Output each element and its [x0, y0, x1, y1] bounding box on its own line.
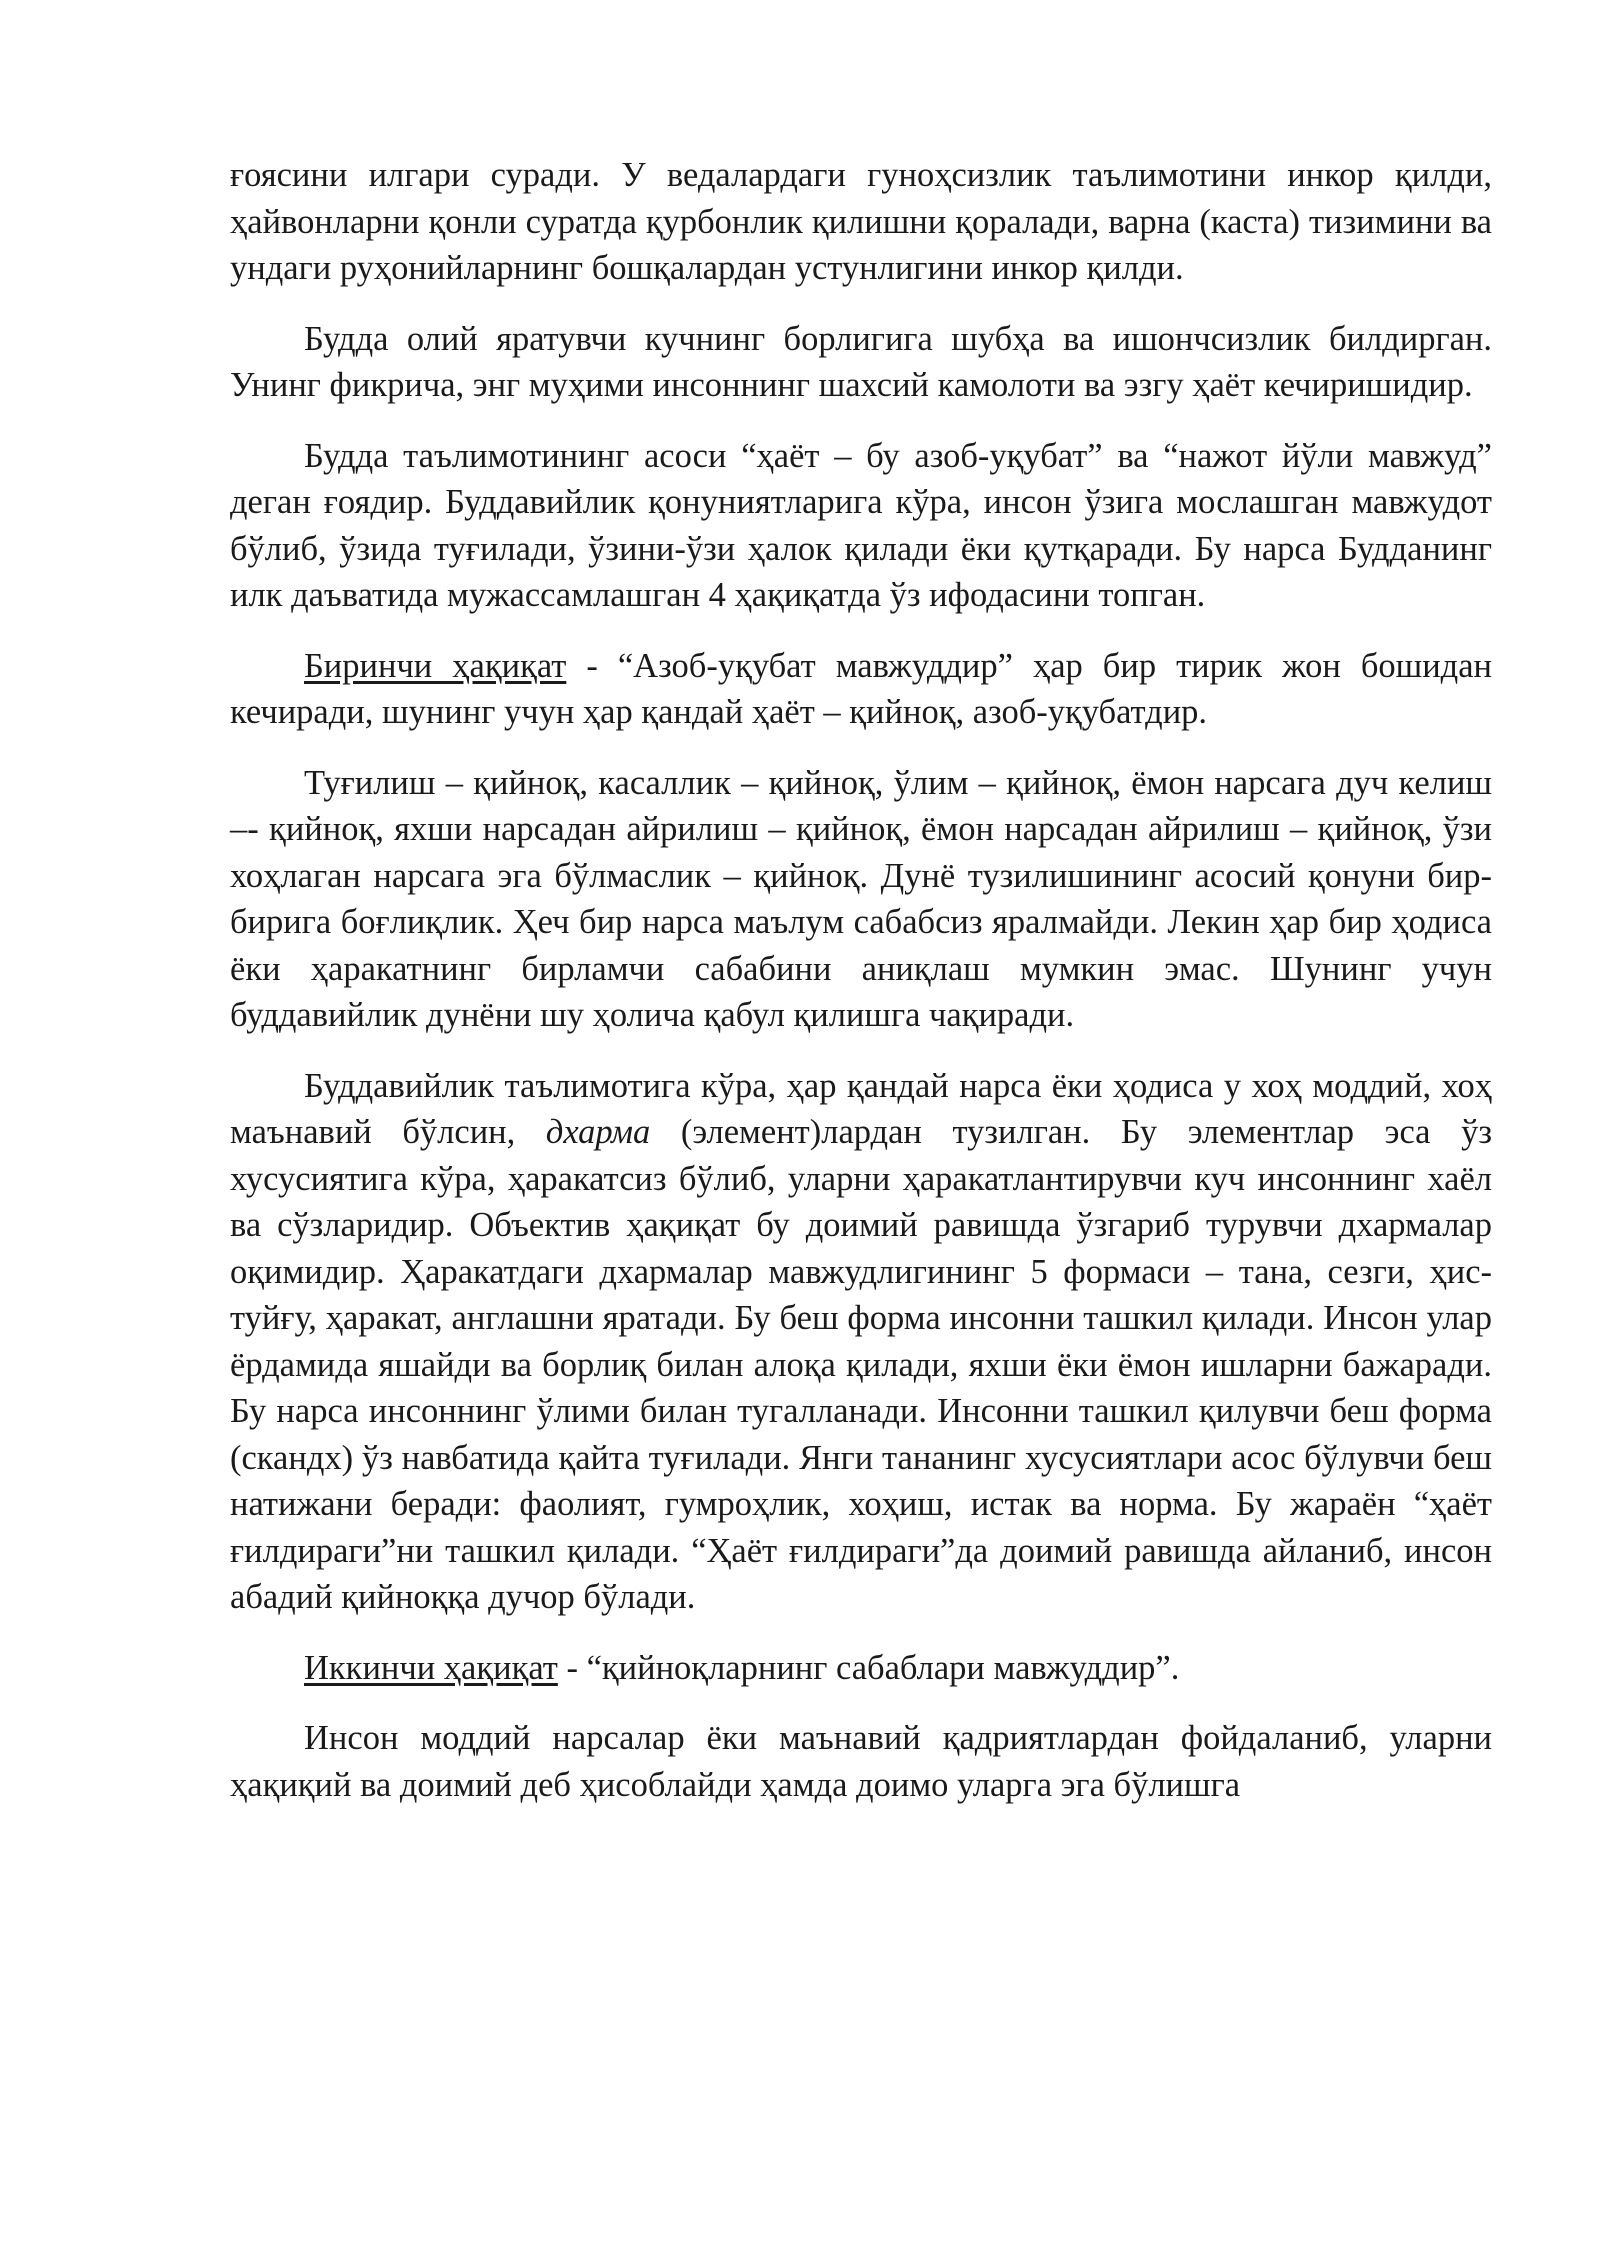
paragraph-1: ғоясини илгари суради. У ведалардаги гуноҳсизлик таълимотини инкор қилди, ҳайвонларни қонли суратда қурбонлик қилишни қоралади, варна (каста) тизимини ва ундаги руҳонийларнинг бошқалардан устунлигини инкор қилди. — [230, 156, 1492, 287]
second-truth-heading: Иккинчи ҳақиқат — [304, 1648, 558, 1687]
paragraph-3: Будда таълимотининг асоси “ҳаёт – бу азоб-уқубат” ва “нажот йўли мавжуд” деган ғоядир. Буддавийлик қонуниятларига кўра, инсон ўзига мослашган мавжудот бўлиб, ўзида туғилади, ўзини-ўзи ҳалок қилади ёки қутқаради. Бу нарса Будданинг илк даъватида мужассамлашган 4 ҳақиқатда ўз ифодасини топган. — [230, 436, 1492, 614]
dharma-text-before: Буддавийлик таълимотига кўра, ҳар қандай нарса ёки ҳодиса у хоҳ моддий, хоҳ маънавий бўлсин, — [230, 1066, 1492, 1151]
first-truth-heading: Биринчи ҳақиқат — [304, 646, 567, 685]
document-page — [230, 152, 1492, 1832]
paragraph-2: Будда олий яратувчи кучнинг борлигига шубҳа ва ишончсизлик билдирган. Унинг фикрича, энг муҳими инсоннинг шахсий камолоти ва эзгу ҳаёт кечиришидир. — [230, 319, 1492, 404]
dharma-term: дхарма — [545, 1113, 651, 1151]
dharma-text-after: (элемент)лардан тузилган. Бу элементлар эса ўз хусусиятига кўра, ҳаракатсиз бўлиб, уларни ҳаракатлантирувчи куч инсоннинг хаёл ва сўзларидир. Объектив ҳақиқат бу доимий равишда ўзгариб турувчи дхармалар оқимидир. Ҳаракатдаги дхармалар мавжудлигининг 5 формаси – тана, сезги, ҳис-туйғу, ҳаракат, англашни яратади. Бу беш форма инсонни ташкил қилади. Инсон улар ёрдамида яшайди ва борлиқ билан алоқа қилади, яхши ёки ёмон ишларни бажаради. Бу нарса инсоннинг ўлими билан тугалланади. Инсонни ташкил қилувчи беш форма (скандх) ўз навбатида қайта туғилади. Янги тананинг хусусиятлари асос бўлувчи беш натижани беради: фаолият, гумроҳлик, хоҳиш, истак ва норма. Бу жараён “ҳаёт ғилдираги”ни ташкил қилади. “Ҳаёт ғилдираги”да доимий равишда айланиб, инсон абадий қийноққа дучор бўлади. — [230, 1113, 1492, 1616]
paragraph-5: Туғилиш – қийноқ, касаллик – қийноқ, ўлим – қийноқ, ёмон нарсага дуч келиш –- қийноқ, яхши нарсадан айрилиш – қийноқ, ёмон нарсадан айрилиш – қийноқ, ўзи хоҳлаган нарсага эга бўлмаслик – қийноқ. Дунё тузилишининг асосий қонуни бир-бирига боғлиқлик. Ҳеч бир нарса маълум сабабсиз яралмайди. Лекин ҳар бир ҳодиса ёки ҳаракатнинг бирламчи сабабини аниқлаш мумкин эмас. Шунинг учун буддавийлик дунёни шу ҳолича қабул қилишга чақиради. — [230, 763, 1492, 1034]
paragraph-8: Инсон моддий нарсалар ёки маънавий қадриятлардан фойдаланиб, уларни ҳақиқий ва доимий деб ҳисоблайди ҳамда доимо уларга эга бўлишга — [230, 1719, 1492, 1804]
paragraph-dharma — [230, 1063, 1492, 1621]
first-truth-text: - “Азоб-уқубат мавжуддир” ҳар бир тирик жон бошидан кечиради, шунинг учун ҳар қандай ҳаёт – қийноқ, азоб-уқубатдир. — [230, 646, 1492, 731]
paragraph-second-truth — [230, 1645, 1492, 1692]
second-truth-text: - “қийноқларнинг сабаблари мавжуддир”. — [557, 1648, 1180, 1687]
paragraph-first-truth — [230, 643, 1492, 736]
